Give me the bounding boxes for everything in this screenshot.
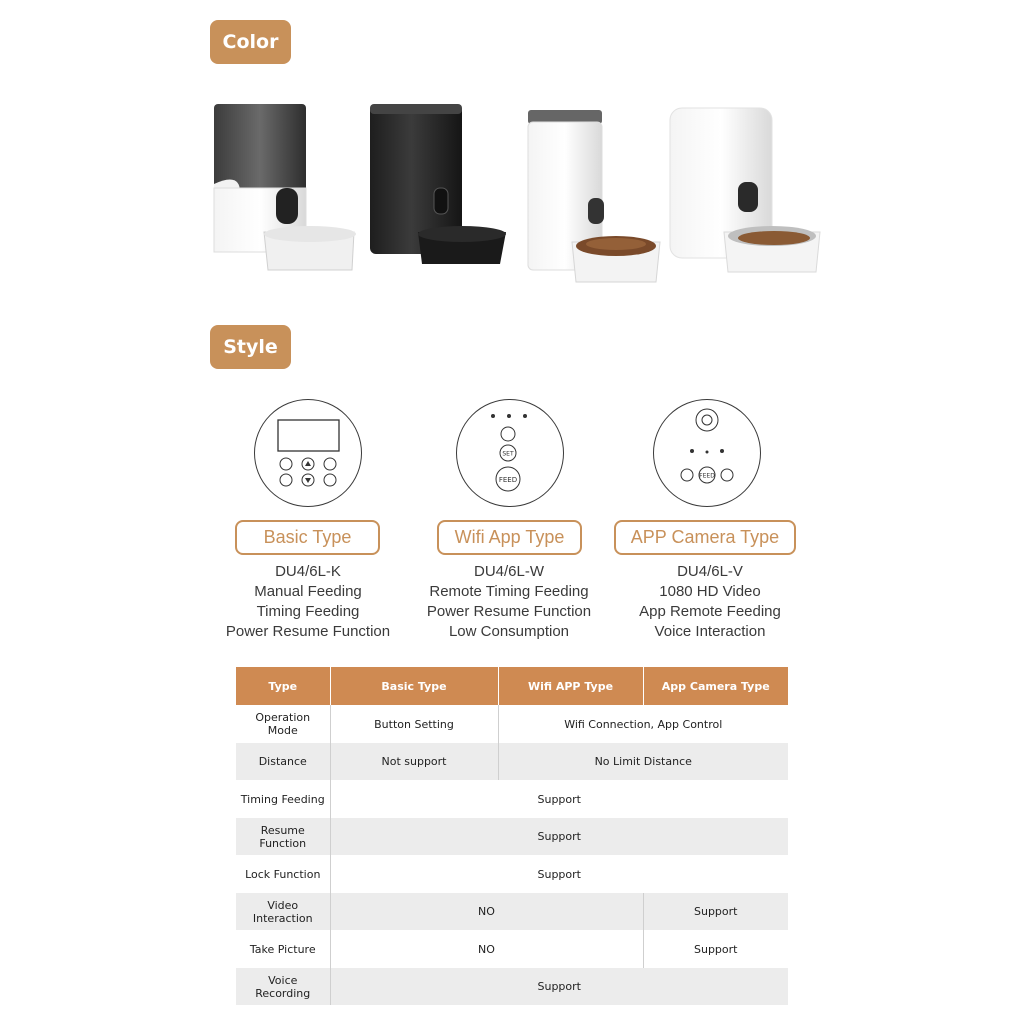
header-wifi: Wifi APP Type [498, 667, 643, 705]
row-label: Lock Function [236, 855, 330, 893]
table-row [236, 968, 788, 1005]
table-row [236, 893, 788, 930]
row-label: Operation Mode [236, 705, 330, 743]
color-section-tag: Color [210, 20, 291, 64]
table-row [236, 930, 788, 968]
row-label: Voice Recording [236, 968, 330, 1005]
feeder-smoke-white [214, 104, 356, 270]
table-cell: No Limit Distance [498, 743, 788, 780]
camera-type-features [610, 562, 810, 642]
wifi-type-features [409, 562, 609, 642]
feeder-black [370, 104, 506, 264]
feature-item: Manual Feeding [254, 583, 362, 600]
feature-item: Remote Timing Feeding [429, 583, 589, 600]
table-cell: NO [330, 930, 643, 968]
table-cell: Support [330, 968, 788, 1005]
camera-feed-label: FEED [699, 472, 715, 480]
table-cell: NO [330, 893, 643, 930]
row-label: Timing Feeding [236, 780, 330, 818]
basic-type-label: Basic Type [235, 520, 380, 555]
style-section-tag: Style [210, 325, 291, 369]
table-row [236, 705, 788, 743]
table-header-row [236, 667, 788, 705]
table-row [236, 743, 788, 780]
app-camera-type-label: APP Camera Type [614, 520, 796, 555]
product-photos [200, 92, 860, 332]
row-label: Resume Function [236, 818, 330, 855]
feature-item: App Remote Feeding [639, 603, 781, 620]
camera-control-panel [653, 399, 761, 507]
basic-control-panel [254, 399, 362, 507]
wifi-control-panel [456, 399, 564, 507]
feature-item: 1080 HD Video [659, 583, 761, 600]
table-cell: Button Setting [330, 705, 498, 743]
basic-type-features [208, 562, 408, 642]
table-row [236, 855, 788, 893]
feeder-white [670, 108, 820, 272]
row-label: Video Interaction [236, 893, 330, 930]
comparison-table [236, 667, 788, 1005]
feature-item: Timing Feeding [256, 603, 360, 620]
feature-item: Power Resume Function [426, 603, 592, 620]
wifi-set-label: SET [502, 450, 514, 458]
table-cell: Support [643, 893, 788, 930]
row-label: Distance [236, 743, 330, 780]
table-cell: Support [537, 867, 581, 881]
row-label: Take Picture [236, 930, 330, 968]
table-cell: Wifi Connection, App Control [564, 717, 723, 731]
feature-item: Power Resume Function [225, 623, 391, 640]
table-cell: Support [694, 942, 738, 956]
model-name: DU4/6L-W [473, 563, 544, 580]
header-type: Type [236, 667, 330, 705]
feature-item: Low Consumption [448, 623, 570, 640]
table-cell: Not support [330, 743, 498, 780]
model-name: DU4/6L-K [275, 563, 341, 580]
feeder-white-grey-lid [528, 110, 660, 282]
table-cell: Support [330, 818, 788, 855]
header-basic: Basic Type [330, 667, 498, 705]
table-row [236, 818, 788, 855]
wifi-app-type-label: Wifi App Type [437, 520, 582, 555]
header-camera: App Camera Type [643, 667, 788, 705]
feature-item: Voice Interaction [654, 623, 766, 640]
basic-panel-graphic [255, 400, 360, 505]
wifi-panel-graphic [457, 400, 562, 505]
model-name: DU4/6L-V [677, 563, 743, 580]
table-cell: Support [537, 792, 581, 806]
table-row [236, 780, 788, 818]
camera-panel-graphic [654, 400, 759, 505]
wifi-feed-label: FEED [498, 476, 518, 484]
